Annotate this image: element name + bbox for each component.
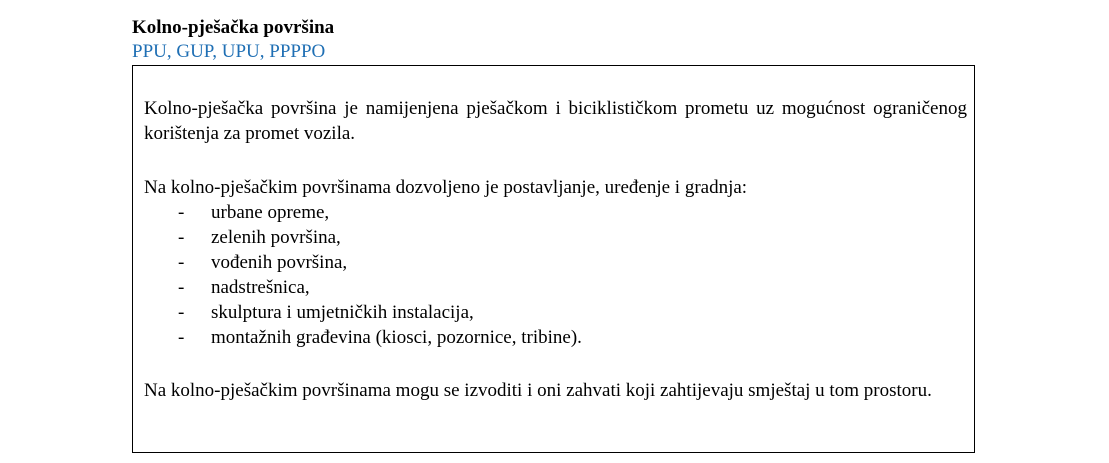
list-dash: - [178,252,185,273]
list-item-text: zelenih površina, [211,227,341,248]
permitted-intro-paragraph: Na kolno-pješačkim površinama dozvoljeno je postavljanje, uređenje i gradnja: [144,177,748,198]
list-item-text: urbane opreme, [211,202,330,223]
list-dash: - [178,327,185,348]
content-box [132,65,975,453]
list-item [133,225,582,250]
list-item-text: skulptura i umjetničkih instalacija, [211,302,474,323]
list-item [133,275,582,300]
list-dash: - [178,227,185,248]
list-item-text: montažnih građevina (kiosci, pozornice, tribine). [211,327,582,348]
list-item [133,250,582,275]
list-item-text: nadstrešnica, [211,277,310,298]
list-dash: - [178,202,185,223]
section-heading: Kolno-pješačka površina [132,17,335,38]
plan-types-subheading: PPU, GUP, UPU, PPPPO [132,41,326,62]
list-item [133,300,582,325]
intro-paragraph: Kolno-pješačka površina je namijenjena pješačkom i biciklističkom prometu uz mogućnost ograničenog korištenja za promet vozila. [144,98,967,144]
list-dash: - [178,302,185,323]
list-item [133,200,582,225]
list-dash: - [178,277,185,298]
permitted-items-list [133,200,582,350]
closing-paragraph: Na kolno-pješačkim površinama mogu se izvoditi i oni zahvati koji zahtijevaju smještaj u tom prostoru. [144,380,932,401]
list-item [133,325,582,350]
list-item-text: vođenih površina, [211,252,348,273]
